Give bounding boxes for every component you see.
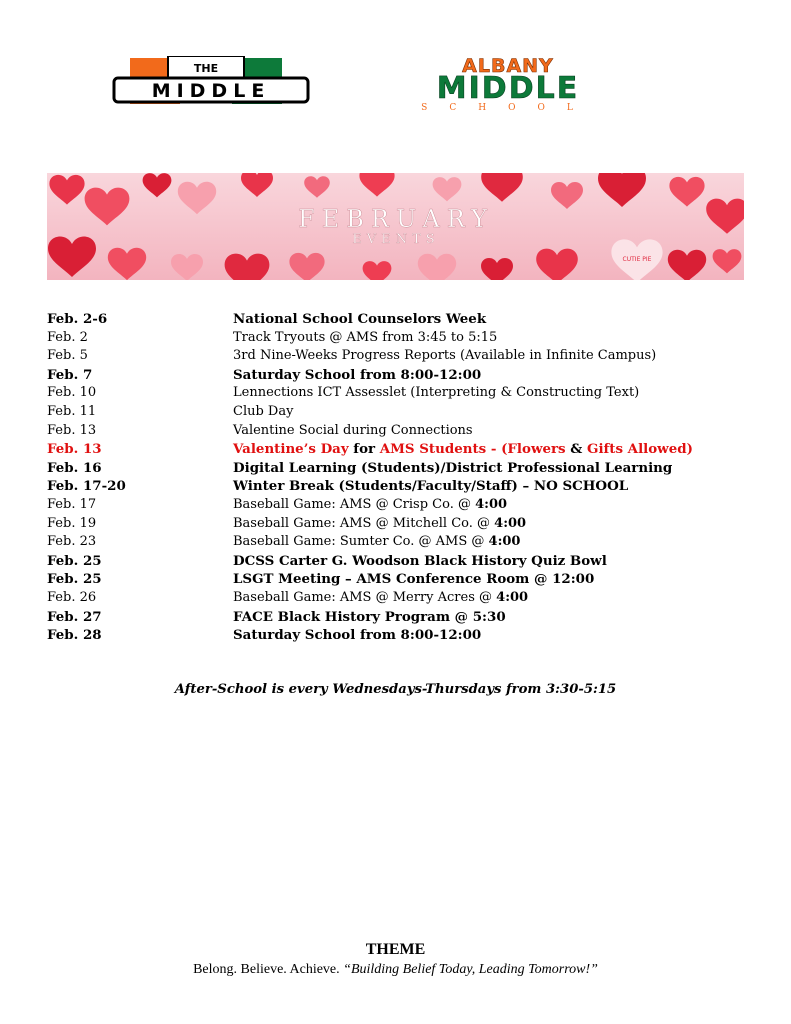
event-description: Track Tryouts @ AMS from 3:45 to 5:15 — [233, 329, 498, 345]
desc-time: 4:00 — [488, 534, 521, 550]
event-row — [47, 570, 747, 589]
event-date: Feb. 26 — [47, 589, 97, 605]
event-row — [47, 533, 747, 552]
desc-time: 4:00 — [494, 515, 527, 531]
event-description: FACE Black History Program @ 5:30 — [233, 608, 506, 625]
february-events-banner — [47, 173, 744, 280]
theme-motto: Belong. Believe. Achieve. — [193, 962, 340, 977]
event-row — [47, 347, 747, 366]
event-description — [233, 533, 520, 552]
event-row — [47, 366, 747, 385]
banner-title: FEBRUARY — [298, 205, 494, 233]
event-description — [233, 589, 528, 608]
banner-subtitle: EVENTS — [352, 232, 440, 247]
event-description: 3rd Nine-Weeks Progress Reports (Available in Infinite Campus) — [233, 348, 657, 364]
event-description: LSGT Meeting – AMS Conference Room @ 12:00 — [233, 571, 595, 588]
event-date: Feb. 19 — [47, 515, 97, 531]
event-row-valentines — [47, 440, 747, 459]
event-row — [47, 515, 747, 534]
event-description: Winter Break (Students/Faculty/Staff) – NO SCHOOL — [233, 478, 629, 495]
after-school-note: After-School is every Wednesdays-Thursdays from 3:30-5:15 — [174, 682, 617, 697]
event-date: Feb. 5 — [47, 348, 88, 364]
albany-middle-school-logo — [352, 54, 664, 112]
event-row — [47, 589, 747, 608]
logo-middle-text: MIDDLE — [436, 71, 580, 106]
theme-quote: “Building Belief Today, Leading Tomorrow!” — [343, 962, 598, 977]
event-row — [47, 384, 747, 403]
event-row — [47, 422, 747, 441]
desc-part: for — [348, 441, 380, 458]
event-description: Valentine Social during Connections — [233, 422, 473, 438]
desc-part: Valentine’s Day — [233, 441, 349, 458]
desc-text: Baseball Game: AMS @ Merry Acres @ — [233, 589, 497, 605]
theme-line — [0, 962, 791, 978]
event-date: Feb. 16 — [47, 459, 102, 476]
cutie-pie-text: CUTIE PIE — [622, 256, 652, 263]
event-row — [47, 329, 747, 348]
event-row — [47, 552, 747, 571]
desc-text: Baseball Game: AMS @ Mitchell Co. @ — [233, 515, 495, 531]
event-row — [47, 626, 747, 645]
event-date: Feb. 17-20 — [47, 478, 126, 495]
logo-the-text: THE — [193, 62, 219, 75]
desc-time: 4:00 — [475, 496, 508, 512]
event-description: Lennections ICT Assesslet (Interpreting & Constructing Text) — [233, 385, 640, 401]
event-description: Saturday School from 8:00-12:00 — [233, 627, 482, 644]
event-date: Feb. 27 — [47, 608, 102, 625]
event-date: Feb. 13 — [47, 441, 102, 458]
event-description: Club Day — [233, 403, 294, 419]
desc-part: Gifts Allowed) — [587, 441, 693, 458]
desc-text: Baseball Game: AMS @ Crisp Co. @ — [233, 496, 476, 512]
event-description — [233, 496, 507, 515]
event-row — [47, 477, 747, 496]
logo-albany-text: ALBANY — [462, 55, 554, 77]
event-description — [233, 440, 693, 459]
event-row — [47, 608, 747, 627]
event-date: Feb. 28 — [47, 627, 102, 644]
event-date: Feb. 2 — [47, 329, 88, 345]
event-description: National School Counselors Week — [233, 311, 487, 327]
the-middle-logo — [112, 56, 310, 106]
event-row — [47, 403, 747, 422]
desc-part: & — [565, 441, 588, 458]
desc-time: 4:00 — [496, 589, 529, 605]
event-date: Feb. 2-6 — [47, 311, 108, 327]
event-date: Feb. 23 — [47, 534, 97, 550]
event-date: Feb. 11 — [47, 403, 97, 419]
event-row — [47, 459, 747, 478]
event-description: DCSS Carter G. Woodson Black History Quiz Bowl — [233, 552, 607, 569]
theme-title: THEME — [365, 941, 426, 958]
event-date: Feb. 25 — [47, 552, 102, 569]
event-description — [233, 515, 526, 534]
event-row — [47, 496, 747, 515]
desc-text: Baseball Game: Sumter Co. @ AMS @ — [233, 534, 489, 550]
logo-middle-text: MIDDLE — [151, 80, 271, 102]
logo-school-text: SCHOOL — [421, 103, 595, 112]
event-date: Feb. 7 — [47, 366, 93, 383]
events-list — [47, 310, 747, 645]
event-date: Feb. 25 — [47, 571, 102, 588]
event-date: Feb. 17 — [47, 496, 97, 512]
event-row — [47, 310, 747, 329]
event-date: Feb. 13 — [47, 422, 97, 438]
event-description: Saturday School from 8:00-12:00 — [233, 366, 482, 383]
desc-part: AMS Students - (Flowers — [379, 441, 566, 458]
event-description: Digital Learning (Students)/District Professional Learning — [233, 459, 673, 476]
event-date: Feb. 10 — [47, 385, 97, 401]
